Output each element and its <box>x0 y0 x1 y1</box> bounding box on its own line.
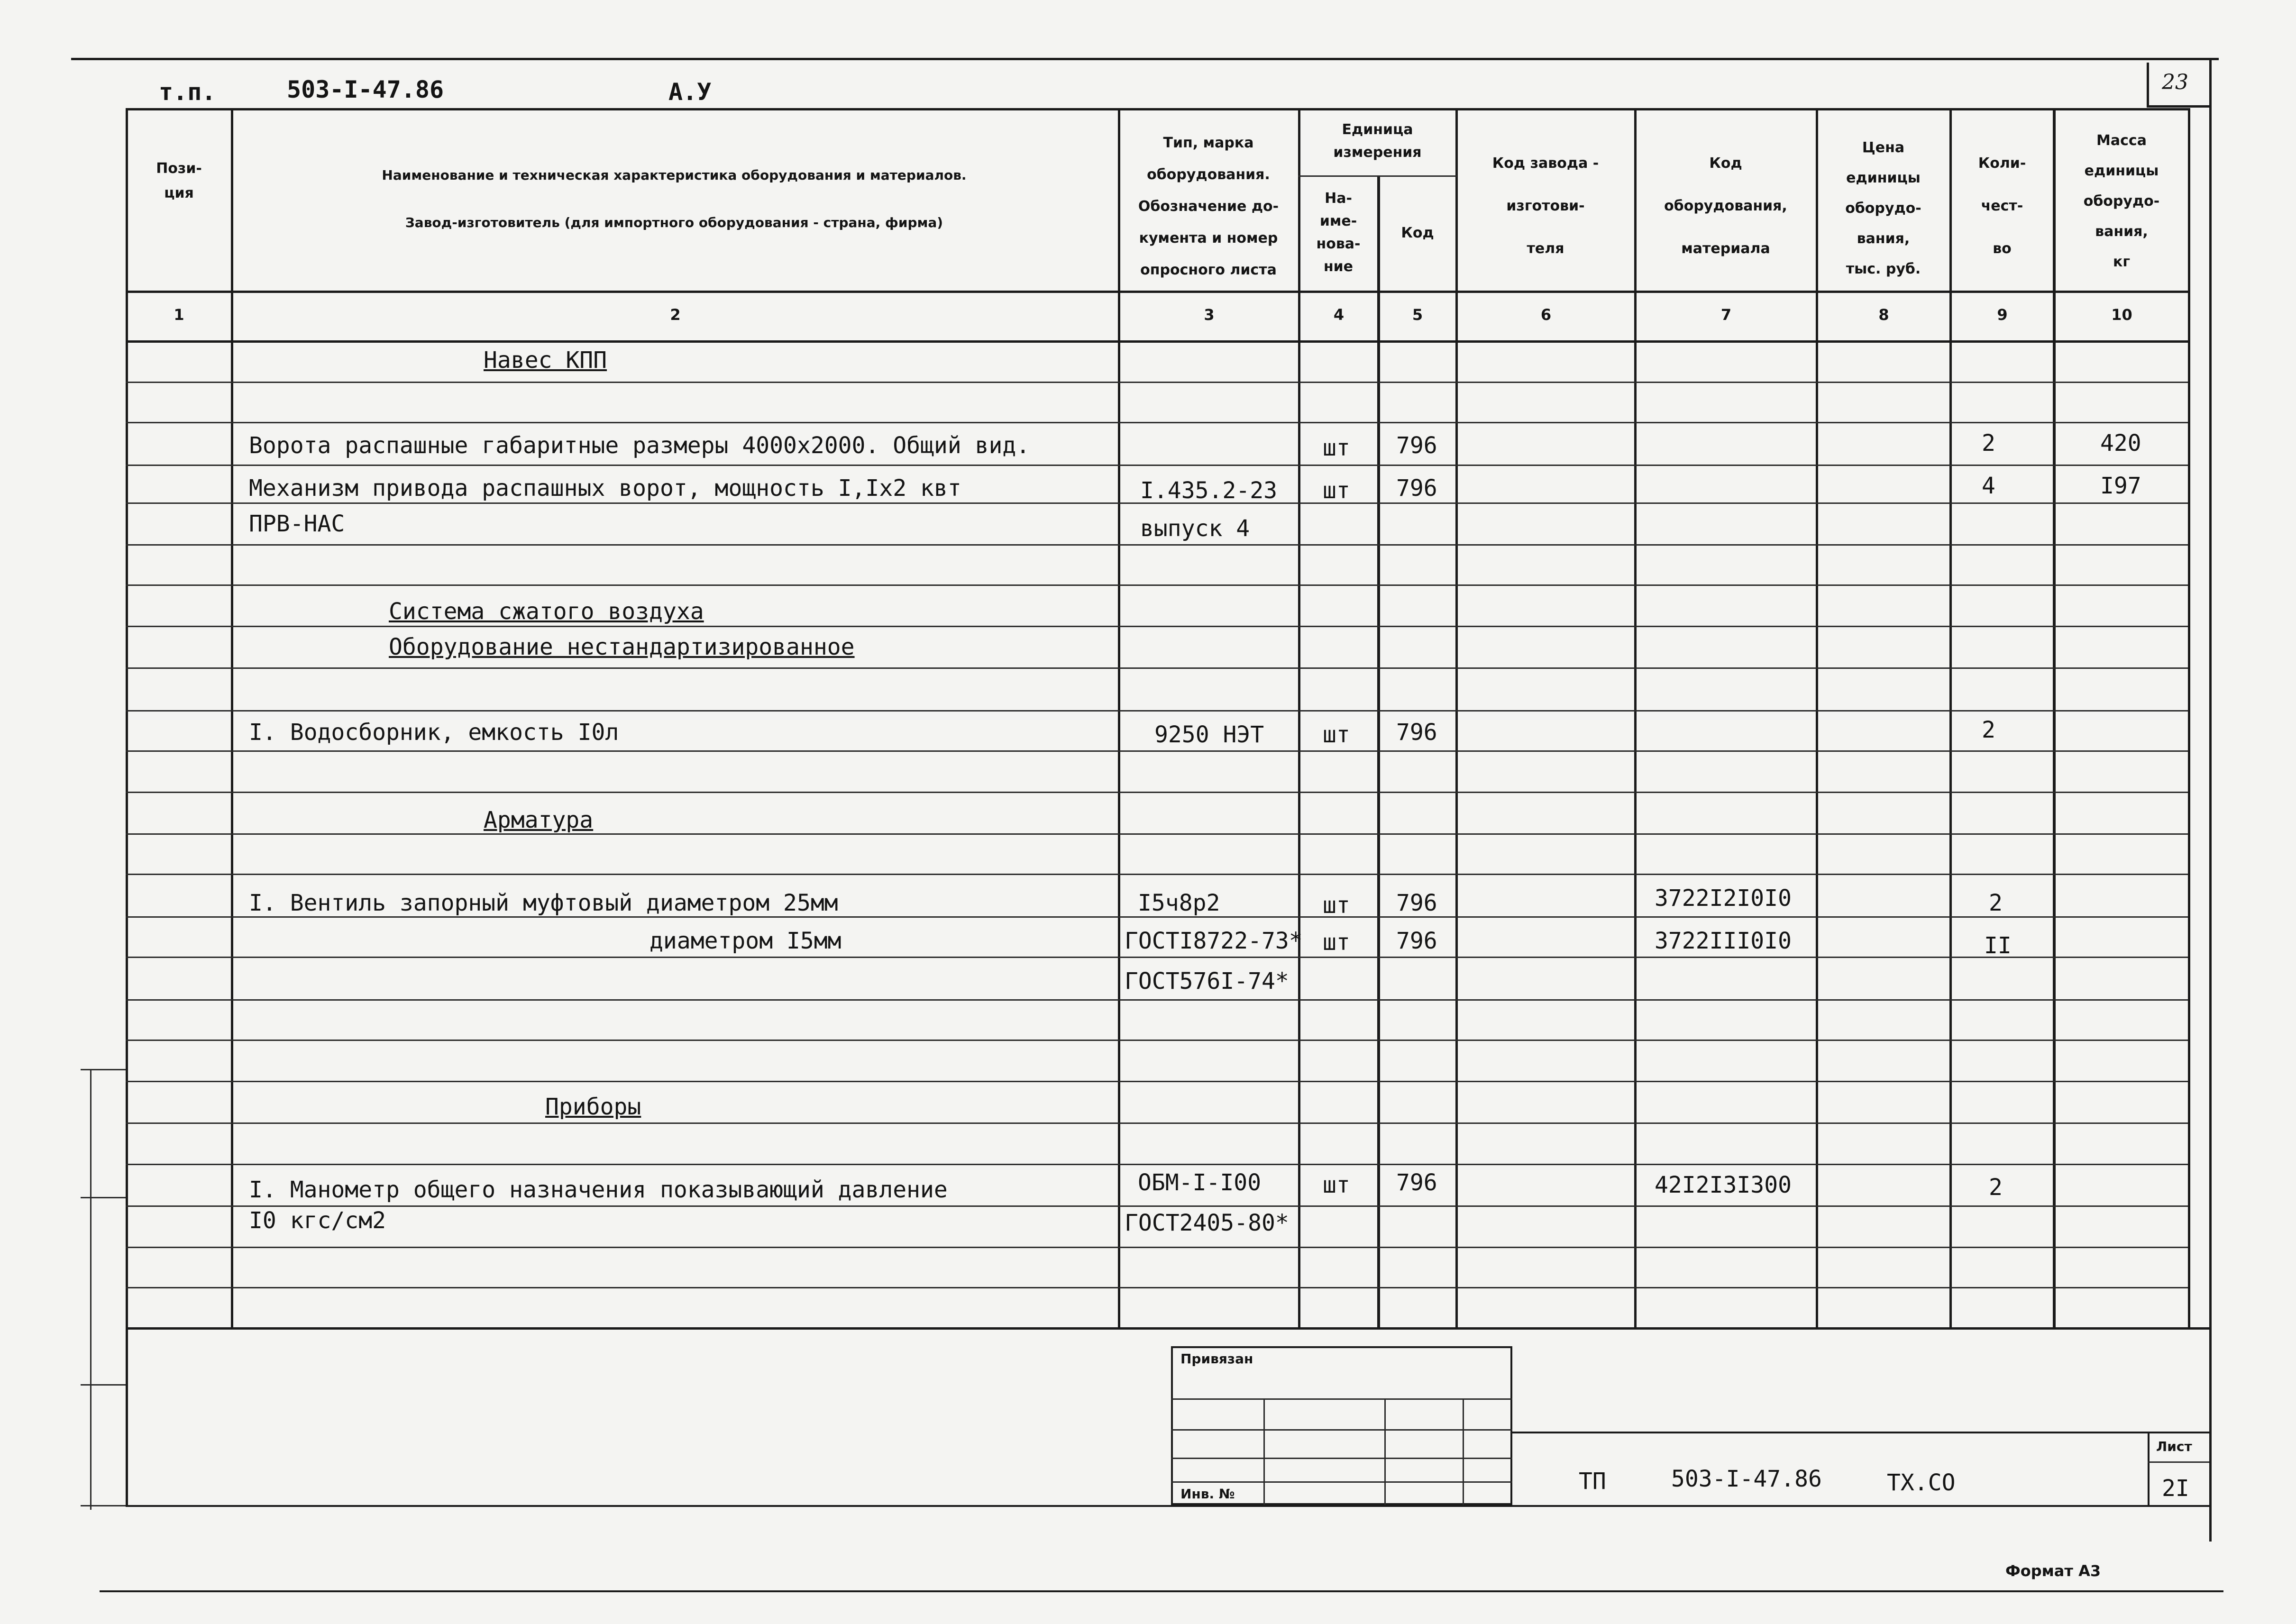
item-type: I.435.2-23 <box>1140 477 1277 504</box>
item-name: диаметром I5мм <box>649 928 842 954</box>
col-number: 8 <box>1878 306 1889 324</box>
row-line <box>126 792 2188 793</box>
table-bottom <box>126 1327 2209 1330</box>
item-type: ГОСТI8722-73* <box>1125 928 1303 954</box>
row-line <box>126 999 2188 1001</box>
hdr-col4: На- име- нова- ние <box>1316 190 1361 275</box>
row-line <box>126 833 2188 835</box>
item-qty: 2 <box>1989 1174 2003 1201</box>
item-type: ОБМ-I-I00 <box>1138 1169 1262 1196</box>
page-mark: 23 <box>2162 70 2188 94</box>
section-heading: Арматура <box>484 807 594 833</box>
item-type: I5ч8р2 <box>1138 890 1220 916</box>
hdr-col10: Масса единицы оборудо- вания, кг <box>2083 132 2160 270</box>
doc-code: 503-I-47.86 <box>1671 1466 1822 1492</box>
col-line-4 <box>1377 175 1380 1329</box>
hdr-col9: Коли- чест- во <box>1978 155 2026 257</box>
row-line <box>126 544 2188 546</box>
frame-right <box>2209 58 2212 1542</box>
table-right <box>2188 108 2190 1329</box>
col-number: 2 <box>670 306 681 324</box>
item-unit: шт <box>1323 1172 1350 1198</box>
item-unit: шт <box>1323 477 1350 504</box>
section-heading: Оборудование нестандартизированное <box>389 634 855 660</box>
stamp-bottom <box>126 1505 2209 1507</box>
binding-strip <box>90 1069 91 1510</box>
hdr-col8: Цена единицы оборудо- вания, тыс. руб. <box>1845 139 1921 277</box>
hdr-col2: Наименование и техническая характеристика оборудования и материалов. Завод-изготовитель (для импортного оборудования - страна, фирма) <box>382 167 967 230</box>
doc-suffix: ТХ.СО <box>1887 1469 1956 1496</box>
header-bottom <box>126 291 2188 293</box>
row-line <box>126 1122 2188 1124</box>
hdr-col5: Код <box>1401 225 1434 241</box>
sheet-line <box>2148 1461 2209 1463</box>
hdr-unit-group: Единица измерения <box>1333 121 1422 161</box>
table-top <box>126 108 2188 110</box>
col-number: 4 <box>1333 306 1345 324</box>
stamp-line <box>1171 1458 1512 1459</box>
doc-prefix: ТП <box>1579 1468 1606 1495</box>
row-line <box>126 710 2188 712</box>
item-name: I. Манометр общего назначения показывающий давление <box>249 1177 948 1203</box>
item-name: I. Водосборник, емкость I0л <box>249 719 619 746</box>
row-line <box>126 667 2188 669</box>
hdr-col3: Тип, марка оборудования. Обозначение до- кумента и номер опросного листа <box>1138 135 1279 278</box>
row-line <box>126 626 2188 627</box>
row-line <box>126 1164 2188 1165</box>
col-number: 6 <box>1540 306 1552 324</box>
col-number: 5 <box>1412 306 1423 324</box>
item-code: 796 <box>1396 432 1437 459</box>
sheet-label: Лист <box>2156 1439 2192 1454</box>
linked-label: Привязан <box>1180 1351 1253 1367</box>
stamp-col <box>1384 1398 1386 1505</box>
project-code: 503-I-47.86 <box>287 76 444 103</box>
binding-tick <box>81 1505 126 1506</box>
title-block-top <box>1512 1432 2209 1433</box>
binding-tick <box>81 1069 126 1070</box>
row-line <box>126 584 2188 586</box>
row-line <box>126 1247 2188 1248</box>
col-line-2 <box>1118 108 1120 1329</box>
section-heading: Приборы <box>545 1094 641 1120</box>
row-line <box>126 382 2188 383</box>
col-line-1 <box>231 108 233 1329</box>
row-line <box>126 874 2188 875</box>
col-line-6 <box>1634 108 1637 1329</box>
item-unit: шт <box>1323 435 1350 461</box>
col-line-3 <box>1298 108 1300 1329</box>
format-label: Формат А3 <box>2005 1562 2101 1580</box>
item-unit: шт <box>1323 929 1350 956</box>
numbers-bottom <box>126 340 2188 343</box>
row-line <box>126 750 2188 752</box>
item-name: I0 кгс/см2 <box>249 1207 386 1234</box>
row-line <box>126 957 2188 958</box>
row-line <box>126 1287 2188 1288</box>
row-line <box>126 465 2188 466</box>
stamp-line <box>1171 1429 1512 1431</box>
item-equip-code: 3722III0I0 <box>1655 928 1792 954</box>
col-number: 1 <box>174 306 184 324</box>
section-heading: Система сжатого воздуха <box>389 598 704 625</box>
item-code: 796 <box>1396 890 1437 916</box>
binding-tick <box>81 1197 126 1198</box>
item-unit: шт <box>1323 721 1350 748</box>
col-number: 3 <box>1204 306 1215 324</box>
item-code: 796 <box>1396 475 1437 502</box>
stamp-line <box>1171 1481 1512 1483</box>
item-code: 796 <box>1396 719 1437 746</box>
row-line <box>126 1205 2188 1207</box>
item-unit: шт <box>1323 892 1350 919</box>
unit-group-line <box>1298 175 1457 177</box>
binding-tick <box>81 1384 126 1386</box>
col-line-7 <box>1816 108 1818 1329</box>
section-mark: А.У <box>668 78 712 106</box>
item-type: 9250 НЭТ <box>1154 721 1264 748</box>
item-qty: 2 <box>1989 890 2003 916</box>
col-number: 10 <box>2111 306 2132 324</box>
item-name: Механизм привода распашных ворот, мощность I,Iх2 квт <box>249 475 961 502</box>
sheet-number: 2I <box>2162 1475 2189 1502</box>
inv-label: Инв. № <box>1180 1486 1235 1502</box>
item-code: 796 <box>1396 1169 1437 1196</box>
stamp-col <box>1263 1398 1265 1505</box>
item-name: Ворота распашные габаритные размеры 4000х2000. Общий вид. <box>249 432 1030 459</box>
series-prefix: т.п. <box>159 78 216 106</box>
col-line-5 <box>1455 108 1458 1329</box>
col-number: 7 <box>1720 306 1732 324</box>
item-name: I. Вентиль запорный муфтовый диаметром 25мм <box>249 890 838 916</box>
item-code: 796 <box>1396 928 1437 954</box>
col-number: 9 <box>1997 306 2008 324</box>
item-mass: I97 <box>2100 473 2141 499</box>
hdr-col7: Код оборудования, материала <box>1664 155 1787 257</box>
row-line <box>126 1081 2188 1082</box>
hdr-col1: Пози- ция <box>156 160 202 201</box>
col-line-9 <box>2053 108 2056 1329</box>
col-line-8 <box>1949 108 1952 1329</box>
item-type: ГОСТ576I-74* <box>1125 968 1289 994</box>
item-qty: 2 <box>1982 717 1995 743</box>
frame-bottom-outer <box>100 1590 2223 1592</box>
frame-top <box>71 58 2219 60</box>
item-name: ПРВ-НАС <box>249 511 345 537</box>
item-type: ГОСТ2405-80* <box>1125 1210 1289 1236</box>
item-type: выпуск 4 <box>1140 515 1250 542</box>
hdr-col6: Код завода - изготови- теля <box>1492 155 1599 257</box>
item-qty: 2 <box>1982 430 1995 456</box>
section-heading: Навес КПП <box>484 347 607 374</box>
item-qty: 4 <box>1982 473 1995 499</box>
row-line <box>126 1040 2188 1041</box>
row-line <box>126 422 2188 423</box>
item-equip-code: 42I2I3I300 <box>1655 1172 1792 1198</box>
stamp-line <box>1171 1398 1512 1400</box>
item-equip-code: 3722I2I0I0 <box>1655 885 1792 912</box>
item-mass: 420 <box>2100 430 2141 456</box>
item-qty: II <box>1984 932 2012 959</box>
stamp-col <box>1463 1398 1464 1505</box>
